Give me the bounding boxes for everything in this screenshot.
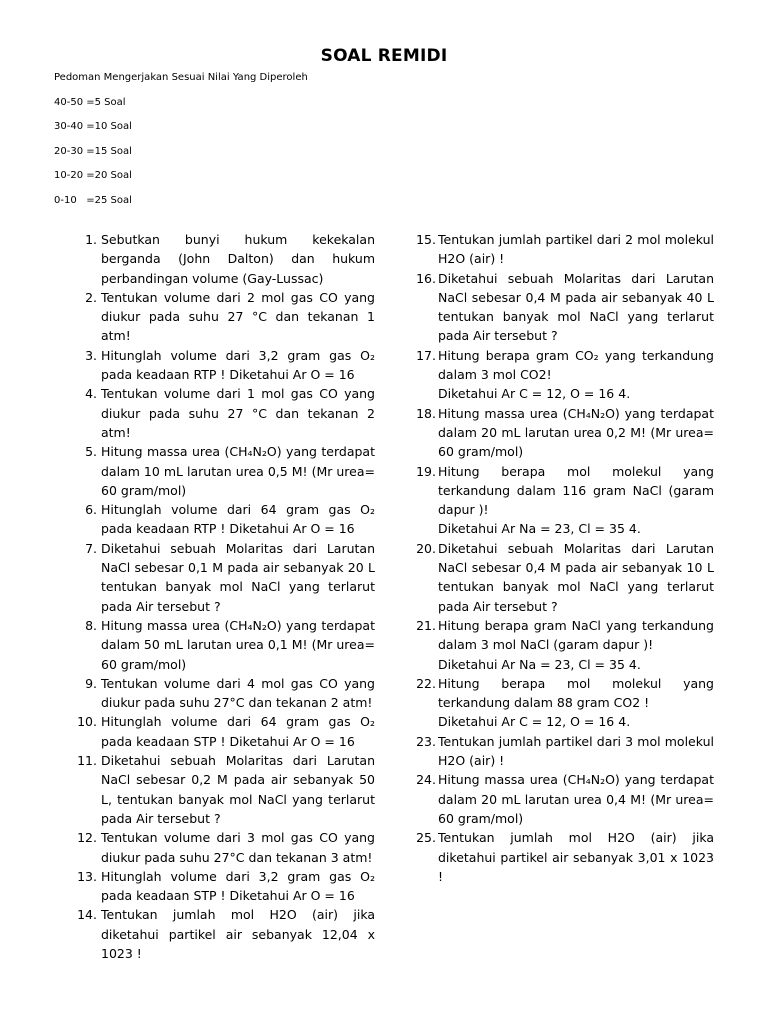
guide-row: 20-30 =15 Soal — [54, 145, 132, 157]
question-given-data: Diketahui Ar Na = 23, Cl = 35 4. — [438, 656, 641, 672]
question-text: Hitunglah volume dari 64 gram gas O₂ pada keadaan STP ! Diketahui Ar O = 16 — [101, 714, 375, 749]
question-text: Hitung massa urea (CH₄N₂O) yang terdapat dalam 20 mL larutan urea 0,2 M! (Mr urea= 60 gram/mol) — [438, 405, 714, 460]
question-text-block — [101, 751, 375, 828]
question-number: 15. — [416, 232, 436, 247]
question-text-block — [438, 462, 714, 539]
question-text: Hitung massa urea (CH₄N₂O) yang terdapat dalam 20 mL larutan urea 0,4 M! (Mr urea= 60 gram/mol) — [438, 772, 714, 826]
question-item — [412, 770, 714, 828]
question-text-block — [438, 346, 714, 404]
page-title: SOAL REMIDI — [320, 46, 448, 66]
question-list-right — [412, 230, 714, 886]
question-text: Hitung massa urea (CH₄N₂O) yang terdapat dalam 50 mL larutan urea 0,1 M! (Mr urea= 60 gram/mol) — [101, 617, 375, 672]
question-list-left — [75, 230, 375, 963]
score-guide — [54, 72, 308, 219]
question-number: 19. — [416, 463, 436, 479]
question-item — [412, 828, 714, 886]
question-text: Diketahui sebuah Molaritas dari Larutan NaCl sebesar 0,1 M pada air sebanyak 20 L tentukan banyak mol NaCl yang terlarut pada Air tersebut ? — [101, 540, 375, 614]
question-text-block — [438, 539, 714, 616]
question-number: 3. — [85, 347, 97, 363]
question-number: 24. — [416, 772, 436, 788]
question-item — [412, 462, 714, 539]
question-number: 20. — [416, 540, 436, 556]
guide-heading: Pedoman Mengerjakan Sesuai Nilai Yang Diperoleh — [54, 72, 308, 83]
question-text: Tentukan volume dari 2 mol gas CO yang diukur pada suhu 27 °C dan tekanan 1 atm! — [101, 289, 375, 344]
question-item — [75, 867, 375, 906]
question-text-block — [101, 867, 375, 906]
question-number: 16. — [416, 270, 436, 286]
question-text-block — [101, 539, 375, 616]
question-text-block — [101, 384, 375, 442]
question-item — [75, 384, 375, 442]
question-item — [412, 346, 714, 404]
question-text: Hitung massa urea (CH₄N₂O) yang terdapat dalam 10 mL larutan urea 0,5 M! (Mr urea= 60 gram/mol) — [101, 444, 375, 498]
question-number: 1. — [85, 232, 97, 247]
question-given-data: Diketahui Ar C = 12, O = 16 4. — [438, 714, 631, 730]
question-item — [75, 828, 375, 867]
question-number: 6. — [85, 502, 97, 518]
question-number: 21. — [416, 617, 436, 633]
question-text-block — [438, 770, 714, 828]
question-text: Tentukan jumlah partikel dari 3 mol molekul H2O (air) ! — [438, 733, 714, 769]
question-text-block — [101, 346, 375, 385]
question-item — [75, 500, 375, 539]
question-number: 5. — [85, 444, 97, 460]
question-text-block — [101, 442, 375, 500]
question-text-block — [438, 269, 714, 346]
question-text: Diketahui sebuah Molaritas dari Larutan NaCl sebesar 0,2 M pada air sebanyak 50 L, tentukan banyak mol NaCl yang terlarut pada Air tersebut ? — [101, 753, 375, 826]
question-text-block — [438, 404, 714, 462]
question-item — [75, 905, 375, 963]
question-text-block — [101, 712, 375, 751]
question-given-data: Diketahui Ar C = 12, O = 16 4. — [438, 386, 631, 402]
question-text: Tentukan volume dari 4 mol gas CO yang diukur pada suhu 27°C dan tekanan 2 atm! — [101, 675, 375, 711]
question-item — [412, 230, 714, 269]
question-text-block — [101, 616, 375, 674]
question-text-block — [438, 828, 714, 886]
question-number: 7. — [85, 540, 97, 556]
guide-row: 0-10 =25 Soal — [54, 194, 132, 206]
question-item — [75, 616, 375, 674]
question-text-block — [101, 230, 375, 288]
question-item — [75, 230, 375, 288]
question-item — [75, 712, 375, 751]
question-number: 17. — [416, 347, 436, 363]
question-number: 9. — [85, 675, 97, 691]
question-text: Diketahui sebuah Molaritas dari Larutan NaCl sebesar 0,4 M pada air sebanyak 40 L tentukan banyak mol NaCl yang terlarut pada Air tersebut ? — [438, 270, 714, 344]
question-text: Hitunglah volume dari 64 gram gas O₂ pada keadaan RTP ! Diketahui Ar O = 16 — [101, 502, 375, 537]
question-text: Hitung berapa mol molekul yang terkandung dalam 88 gram CO2 ! — [438, 675, 714, 711]
question-number: 10. — [77, 714, 97, 730]
question-text-block — [438, 674, 714, 732]
question-item — [75, 346, 375, 385]
question-item — [75, 288, 375, 346]
question-number: 14. — [77, 907, 97, 923]
question-text: Tentukan jumlah mol H2O (air) jika diketahui partikel air sebanyak 12,04 x 1023 ! — [101, 907, 375, 961]
question-number: 2. — [85, 289, 97, 305]
question-number: 8. — [85, 617, 97, 633]
question-number: 4. — [85, 386, 97, 402]
question-text: Tentukan jumlah partikel dari 2 mol molekul H2O (air) ! — [438, 232, 714, 267]
question-text-block — [438, 616, 714, 674]
question-number: 13. — [77, 868, 97, 884]
question-given-data: Diketahui Ar Na = 23, Cl = 35 4. — [438, 521, 641, 537]
question-text: Hitung berapa gram NaCl yang terkandung dalam 3 mol NaCl (garam dapur )! — [438, 617, 714, 653]
question-number: 22. — [416, 675, 436, 691]
question-text-block — [438, 732, 714, 771]
question-number: 11. — [77, 753, 97, 769]
question-text-block — [101, 905, 375, 963]
question-item — [75, 442, 375, 500]
question-text: Tentukan jumlah mol H2O (air) jika diketahui partikel air sebanyak 3,01 x 1023 ! — [438, 830, 714, 884]
question-item — [75, 674, 375, 713]
question-item — [75, 539, 375, 616]
guide-row: 10-20 =20 Soal — [54, 170, 132, 181]
question-item — [412, 732, 714, 771]
question-text-block — [101, 828, 375, 867]
question-item — [412, 539, 714, 616]
question-text-block — [101, 674, 375, 713]
question-text-block — [101, 500, 375, 539]
question-number: 18. — [416, 405, 436, 421]
question-item — [412, 616, 714, 674]
question-item — [412, 404, 714, 462]
question-text-block — [438, 230, 714, 269]
question-text: Tentukan volume dari 3 mol gas CO yang diukur pada suhu 27°C dan tekanan 3 atm! — [101, 830, 375, 865]
question-text: Hitung berapa gram CO₂ yang terkandung dalam 3 mol CO2! — [438, 347, 714, 383]
question-text: Hitunglah volume dari 3,2 gram gas O₂ pada keadaan RTP ! Diketahui Ar O = 16 — [101, 347, 375, 383]
guide-row: 30-40 =10 Soal — [54, 121, 132, 132]
question-text: Sebutkan bunyi hukum kekekalan berganda (John Dalton) dan hukum perbandingan volume (Gay-Lussac) — [101, 232, 375, 286]
question-item — [75, 751, 375, 828]
question-text: Tentukan volume dari 1 mol gas CO yang diukur pada suhu 27 °C dan tekanan 2 atm! — [101, 386, 375, 440]
question-item — [412, 674, 714, 732]
question-item — [412, 269, 714, 346]
question-number: 23. — [416, 733, 436, 749]
question-number: 12. — [77, 830, 97, 846]
question-text: Hitung berapa mol molekul yang terkandung dalam 116 gram NaCl (garam dapur )! — [438, 463, 714, 518]
question-text-block — [101, 288, 375, 346]
question-text: Diketahui sebuah Molaritas dari Larutan NaCl sebesar 0,4 M pada air sebanyak 10 L tentukan banyak mol NaCl yang terlarut pada Air tersebut ? — [438, 540, 714, 614]
question-number: 25. — [416, 830, 436, 846]
guide-row: 40-50 =5 Soal — [54, 96, 126, 108]
question-text: Hitunglah volume dari 3,2 gram gas O₂ pada keadaan STP ! Diketahui Ar O = 16 — [101, 868, 375, 904]
